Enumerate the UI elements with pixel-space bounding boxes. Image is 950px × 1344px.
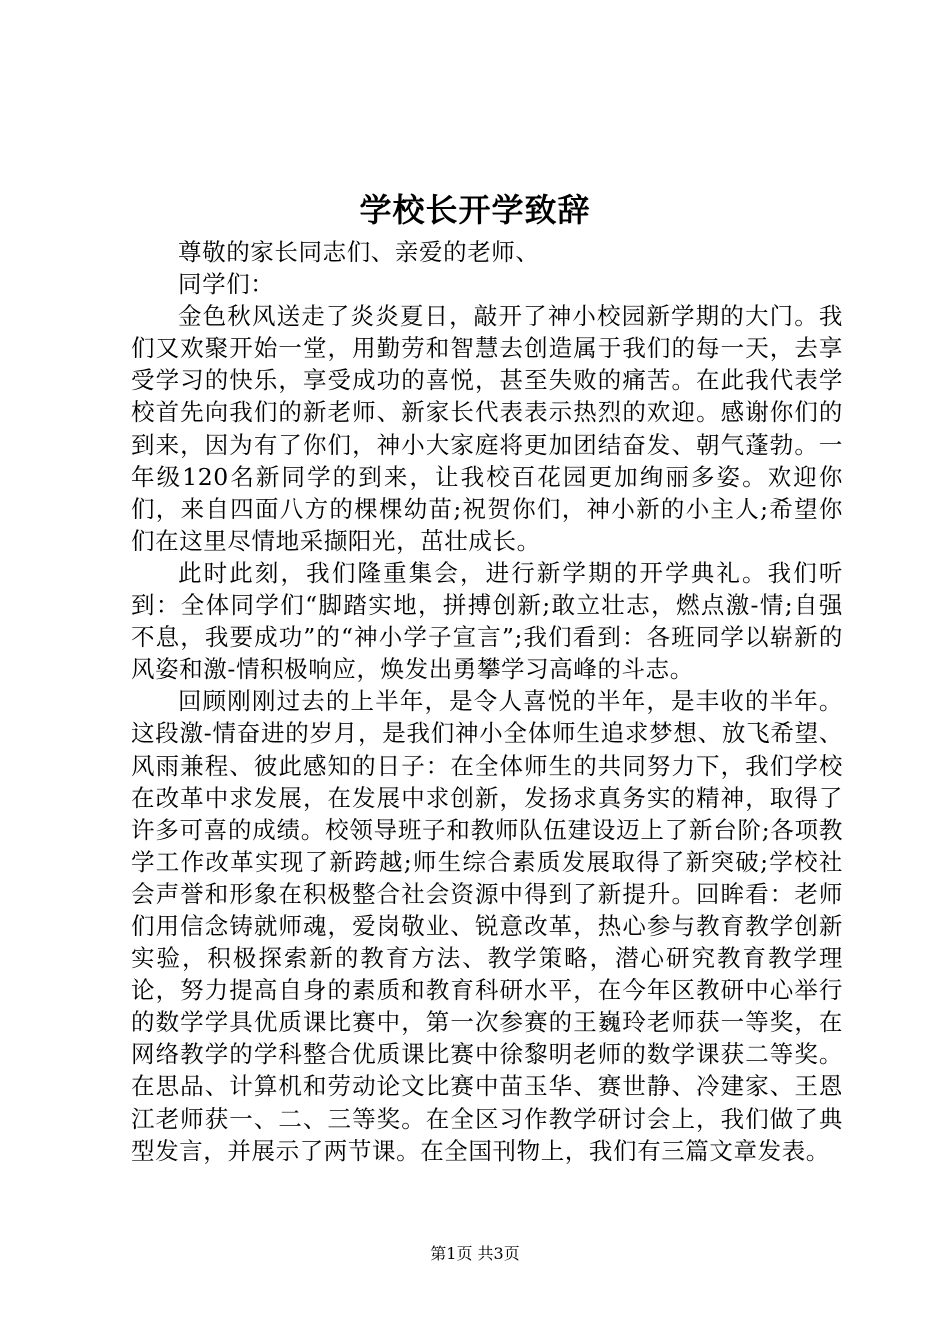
salutation-line-1: 尊敬的家长同志们、亲爱的老师、 [178, 238, 540, 266]
salutation-line-2: 同学们： [178, 270, 275, 299]
document-body [131, 236, 843, 1167]
document-title: 学校长开学致辞 [359, 191, 591, 229]
paragraph-3: 回顾刚刚过去的上半年，是令人喜悦的半年，是丰收的半年。这段激-情奋进的岁月，是我们神小全体师生追求梦想、放飞希望、风雨兼程、彼此感知的日子：在全体师生的共同努力下，我们学校在改革中求发展，在发展中求创新，发扬求真务实的精神，取得了许多可喜的成绩。校领导班子和教师队伍建设迈上了新台阶;各项教学工作改革实现了新跨越;师生综合素质发展取得了新突破;学校社会声誉和形象在积极整合社会资源中得到了新提升。回眸看：老师们用信念铸就师魂，爱岗敬业、锐意改革，热心参与教育教学创新实验，积极探索新的教育方法、教学策略，潜心研究教育教学理论，努力提高自身的素质和教育科研水平，在今年区教研中心举行的数学学具优质课比赛中，第一次参赛的王巍玲老师获一等奖，在网络教学的学科整合优质课比赛中徐黎明老师的数学课获二等奖。在思品、计算机和劳动论文比赛中苗玉华、赛世静、冷建家、王恩江老师获一、二、三等奖。在全区习作教学研讨会上，我们做了典型发言，并展示了两节课。在全国刊物上，我们有三篇文章发表。 [131, 687, 843, 1165]
paragraph-1: 金色秋风送走了炎炎夏日，敲开了神小校园新学期的大门。我们又欢聚开始一堂，用勤劳和智慧去创造属于我们的每一天，去享受学习的快乐，享受成功的喜悦，甚至失败的痛苦。在此我代表学校首先向我们的新老师、新家长代表表示热烈的欢迎。感谢你们的到来，因为有了你们，神小大家庭将更加团结奋发、朝气蓬勃。一年级120名新同学的到来，让我校百花园更加绚丽多姿。欢迎你们，来自四面八方的棵棵幼苗;祝贺你们，神小新的小主人;希望你们在这里尽情地采撷阳光，茁壮成长。 [131, 302, 843, 555]
paragraph-2: 此时此刻，我们隆重集会，进行新学期的开学典礼。我们听到：全体同学们“脚踏实地，拼搏创新;敢立壮志，燃点激-情;自强不息，我要成功”的“神小学子宣言”;我们看到：各班同学以崭新的风姿和激-情积极响应，焕发出勇攀学习高峰的斗志。 [131, 558, 843, 684]
page-footer: 第1页 共3页 [430, 1244, 520, 1263]
